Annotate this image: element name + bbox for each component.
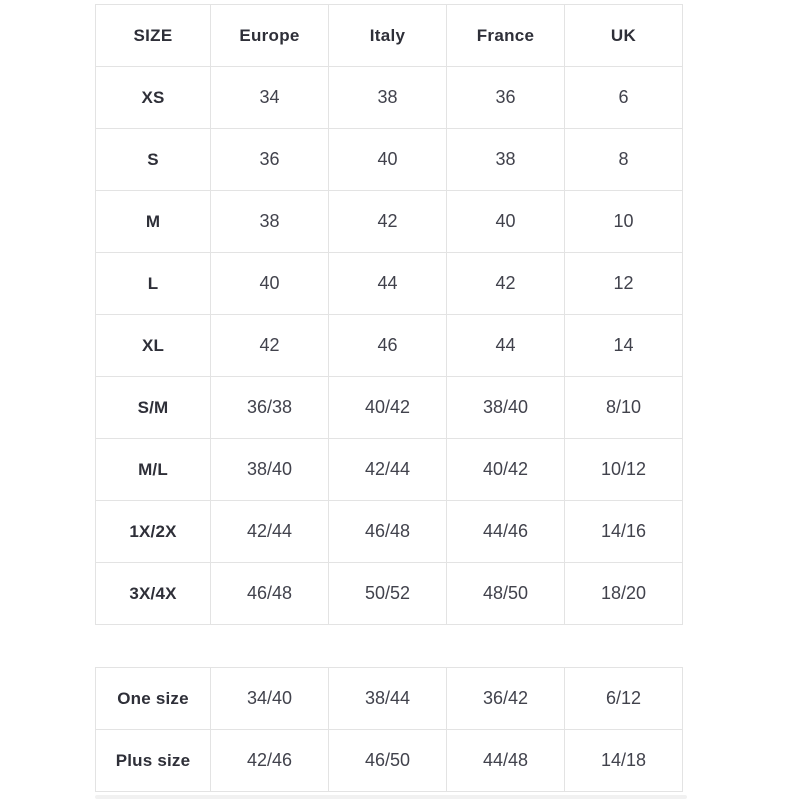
value-cell: 14 xyxy=(565,315,683,377)
header-row xyxy=(96,5,683,67)
column-header-france: France xyxy=(447,5,565,67)
table-row xyxy=(96,191,683,253)
value-cell: 8/10 xyxy=(565,377,683,439)
value-cell: 44 xyxy=(329,253,447,315)
column-header-europe: Europe xyxy=(211,5,329,67)
value-cell: 40 xyxy=(447,191,565,253)
value-cell: 14/18 xyxy=(565,730,683,792)
table-row xyxy=(96,67,683,129)
table-row xyxy=(96,730,683,792)
value-cell: 34 xyxy=(211,67,329,129)
value-cell: 42 xyxy=(447,253,565,315)
value-cell: 46/50 xyxy=(329,730,447,792)
value-cell: 18/20 xyxy=(565,563,683,625)
size-cell: L xyxy=(96,253,211,315)
column-header-uk: UK xyxy=(565,5,683,67)
value-cell: 6 xyxy=(565,67,683,129)
size-cell: M xyxy=(96,191,211,253)
value-cell: 36/42 xyxy=(447,668,565,730)
value-cell: 40/42 xyxy=(329,377,447,439)
value-cell: 6/12 xyxy=(565,668,683,730)
value-cell: 38 xyxy=(447,129,565,191)
size-cell: S xyxy=(96,129,211,191)
value-cell: 42/44 xyxy=(211,501,329,563)
column-header-size: SIZE xyxy=(96,5,211,67)
column-header-italy: Italy xyxy=(329,5,447,67)
value-cell: 38 xyxy=(211,191,329,253)
value-cell: 38 xyxy=(329,67,447,129)
value-cell: 38/40 xyxy=(447,377,565,439)
value-cell: 44/48 xyxy=(447,730,565,792)
size-cell: XS xyxy=(96,67,211,129)
value-cell: 46/48 xyxy=(211,563,329,625)
value-cell: 40 xyxy=(211,253,329,315)
bottom-scrollbar-track xyxy=(95,795,687,799)
value-cell: 10/12 xyxy=(565,439,683,501)
value-cell: 46/48 xyxy=(329,501,447,563)
table-row xyxy=(96,253,683,315)
value-cell: 42/46 xyxy=(211,730,329,792)
value-cell: 48/50 xyxy=(447,563,565,625)
value-cell: 46 xyxy=(329,315,447,377)
value-cell: 12 xyxy=(565,253,683,315)
value-cell: 36/38 xyxy=(211,377,329,439)
value-cell: 14/16 xyxy=(565,501,683,563)
value-cell: 10 xyxy=(565,191,683,253)
value-cell: 44/46 xyxy=(447,501,565,563)
size-cell: 3X/4X xyxy=(96,563,211,625)
value-cell: 42 xyxy=(329,191,447,253)
table-row xyxy=(96,563,683,625)
value-cell: 38/40 xyxy=(211,439,329,501)
size-cell: Plus size xyxy=(96,730,211,792)
size-conversion-table xyxy=(95,4,683,625)
value-cell: 44 xyxy=(447,315,565,377)
size-cell: XL xyxy=(96,315,211,377)
size-cell: M/L xyxy=(96,439,211,501)
table-row xyxy=(96,129,683,191)
value-cell: 50/52 xyxy=(329,563,447,625)
value-cell: 34/40 xyxy=(211,668,329,730)
value-cell: 36 xyxy=(447,67,565,129)
table-row xyxy=(96,439,683,501)
table-row xyxy=(96,315,683,377)
value-cell: 42 xyxy=(211,315,329,377)
size-cell: 1X/2X xyxy=(96,501,211,563)
size-cell: One size xyxy=(96,668,211,730)
value-cell: 40 xyxy=(329,129,447,191)
table-row xyxy=(96,668,683,730)
value-cell: 42/44 xyxy=(329,439,447,501)
size-cell: S/M xyxy=(96,377,211,439)
special-sizes-table xyxy=(95,667,683,792)
table-row xyxy=(96,377,683,439)
table-row xyxy=(96,501,683,563)
value-cell: 40/42 xyxy=(447,439,565,501)
value-cell: 38/44 xyxy=(329,668,447,730)
value-cell: 36 xyxy=(211,129,329,191)
value-cell: 8 xyxy=(565,129,683,191)
